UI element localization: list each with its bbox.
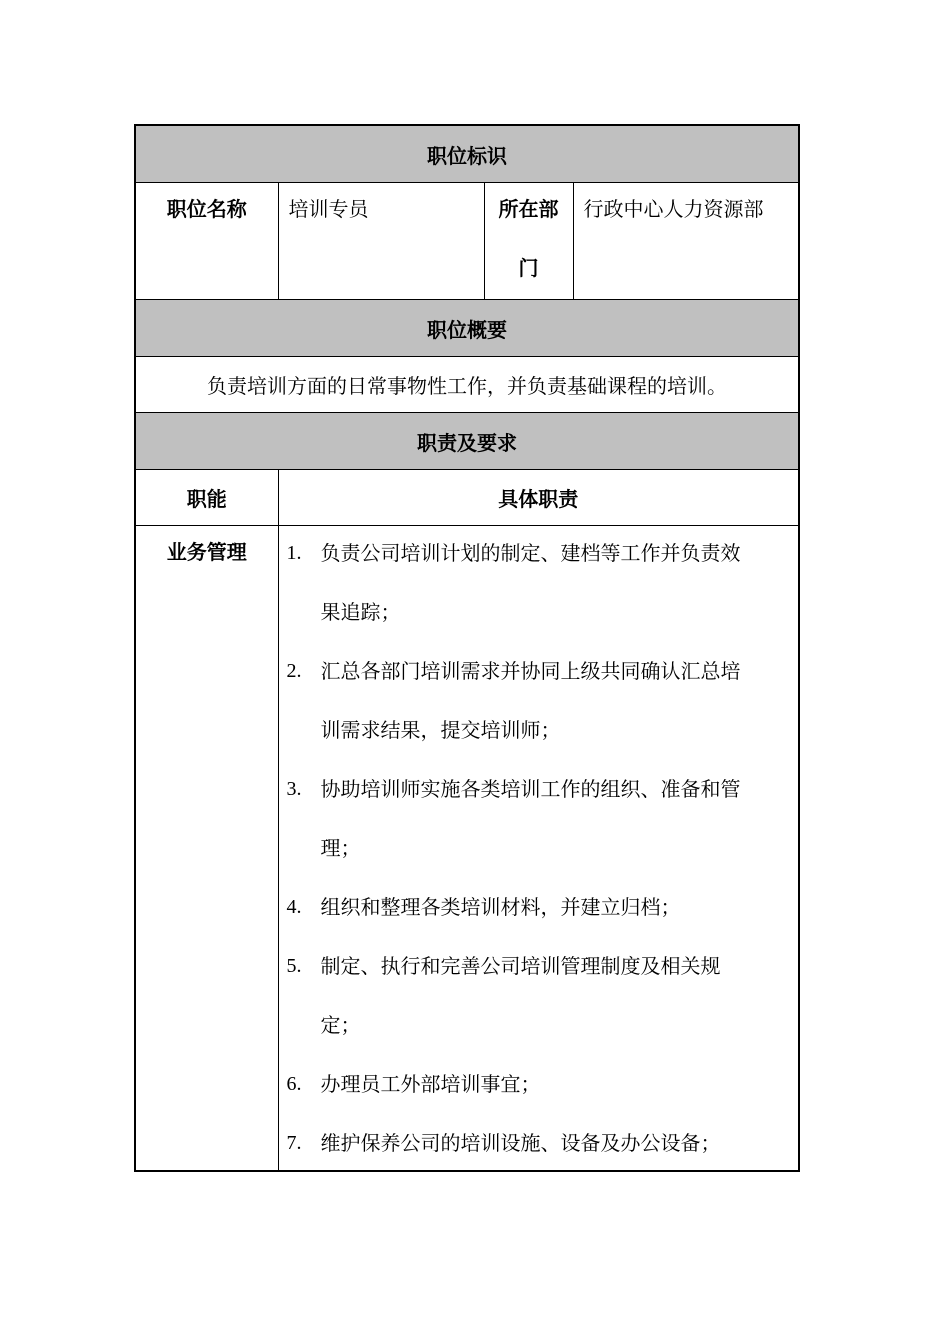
duty-list-cell: [278, 526, 799, 1172]
duty-item: [287, 540, 791, 625]
duty-text-continued: 理；: [320, 836, 361, 860]
duty-item: [287, 894, 791, 920]
duty-item: [287, 658, 791, 743]
function-name: 业务管理: [135, 526, 278, 1172]
department-label-line1: 所在部: [498, 197, 559, 221]
section-header-responsibilities: 职责及要求: [135, 413, 799, 470]
duty-number: 7.: [286, 1132, 302, 1154]
position-name-label: 职位名称: [135, 183, 278, 300]
duty-list: [279, 526, 799, 1156]
duty-number: 5.: [286, 955, 302, 977]
duty-text-continued: 训需求结果，提交培训师；: [320, 718, 561, 742]
duty-text-continued: 果追踪；: [320, 600, 401, 624]
column-header-detail: 具体职责: [278, 470, 799, 526]
department-label: [484, 183, 573, 300]
column-header-function: 职能: [135, 470, 278, 526]
position-name-value: 培训专员: [278, 183, 484, 300]
duty-text: 组织和整理各类培训材料，并建立归档；: [320, 895, 681, 919]
duty-text-continued: 定；: [320, 1013, 361, 1037]
duty-text: 汇总各部门培训需求并协同上级共同确认汇总培: [320, 659, 741, 683]
position-summary: 负责培训方面的日常事物性工作，并负责基础课程的培训。: [135, 357, 799, 413]
duty-item: [287, 1071, 791, 1097]
duty-number: 6.: [286, 1073, 302, 1095]
duty-text: 协助培训师实施各类培训工作的组织、准备和管: [320, 777, 741, 801]
duty-item: [287, 776, 791, 861]
duty-item: [287, 953, 791, 1038]
duty-item: [287, 1130, 791, 1156]
duty-number: 3.: [286, 778, 302, 800]
duty-text: 维护保养公司的培训设施、设备及办公设备；: [320, 1131, 721, 1155]
duty-number: 4.: [286, 896, 302, 918]
duty-text: 负责公司培训计划的制定、建档等工作并负责效: [320, 541, 741, 565]
department-label-line2: 门: [518, 256, 539, 280]
section-header-identification: 职位标识: [135, 125, 799, 183]
job-description-table: [134, 124, 800, 1172]
duty-number: 2.: [286, 660, 302, 682]
department-value: 行政中心人力资源部: [573, 183, 799, 300]
section-header-overview: 职位概要: [135, 300, 799, 357]
duty-number: 1.: [286, 542, 302, 564]
duty-text: 制定、执行和完善公司培训管理制度及相关规: [320, 954, 721, 978]
duty-text: 办理员工外部培训事宜；: [320, 1072, 541, 1096]
